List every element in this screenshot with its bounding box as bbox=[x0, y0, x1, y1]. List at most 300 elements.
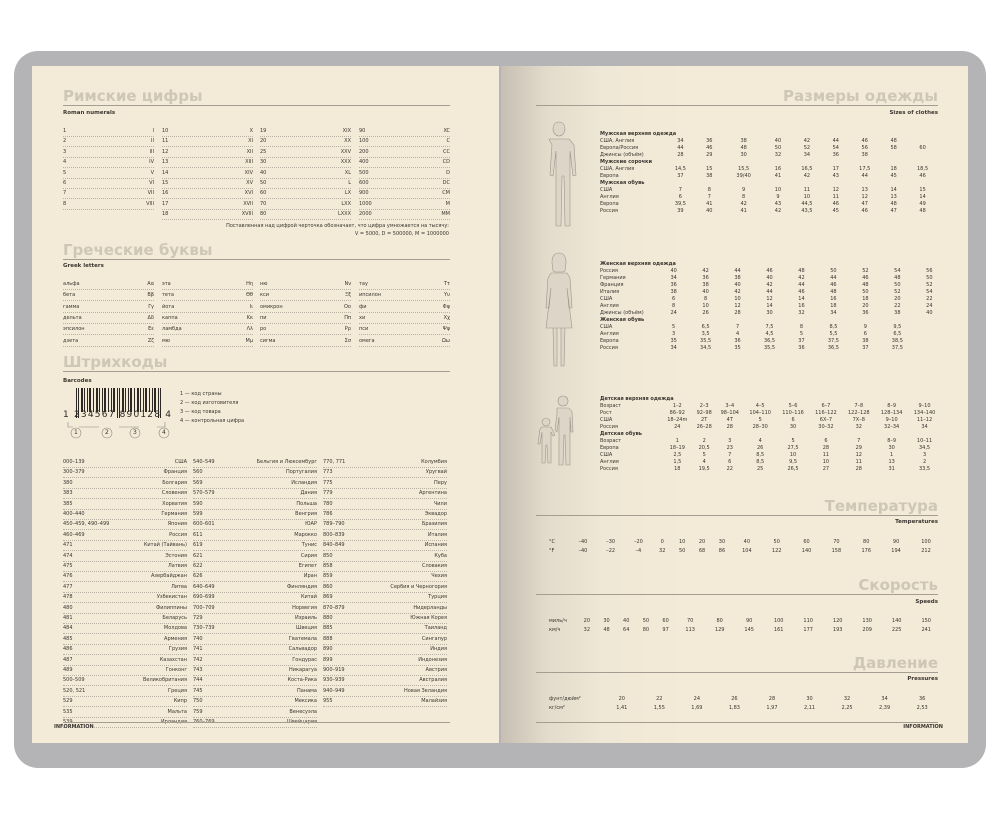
clothes-subtitle: Sizes of clothes bbox=[889, 110, 938, 116]
women-size-row-cell: 40 bbox=[702, 289, 709, 295]
barcode-row-value: Исландия bbox=[291, 479, 317, 486]
men-size-row-cell: 45 bbox=[832, 208, 839, 214]
women-size-row bbox=[600, 317, 941, 324]
pressure-row-cell: 34 bbox=[881, 696, 888, 702]
men-size-row-cell: 15,5 bbox=[738, 166, 750, 172]
greek-row-key: каппа bbox=[162, 314, 178, 321]
women-size-row bbox=[600, 268, 941, 275]
barcode-sample bbox=[63, 386, 173, 442]
pressure-row-cell: кг/см² bbox=[549, 705, 565, 711]
temperature-row-cell: 104 bbox=[742, 548, 752, 554]
barcode-row-key: 460–469 bbox=[63, 531, 85, 538]
barcode-row-value: Болгария bbox=[162, 479, 187, 486]
temperature-row-cell: 20 bbox=[698, 539, 706, 545]
barcode-row-key: 900–919 bbox=[323, 667, 345, 673]
temperature-row-cell: 140 bbox=[801, 548, 812, 554]
women-size-row-cell: 42 bbox=[734, 289, 741, 295]
barcode-row bbox=[193, 562, 317, 572]
barcode-row-value: Колумбия bbox=[421, 459, 447, 465]
women-size-row-cell: 37 bbox=[862, 345, 869, 351]
greek-row-key: сигма bbox=[260, 337, 276, 344]
barcode-row bbox=[193, 520, 317, 530]
greek-row bbox=[162, 303, 253, 313]
barcode-row bbox=[323, 593, 447, 603]
roman-row-value: XIX bbox=[342, 128, 351, 134]
speed-table bbox=[549, 617, 941, 635]
barcode-row-key: 860 bbox=[323, 583, 333, 590]
men-size-row-cell: Россия bbox=[600, 208, 618, 214]
men-size-row-cell: 40 bbox=[774, 138, 782, 144]
kids-size-row-cell: 8–9 bbox=[887, 403, 897, 409]
men-size-row-cell: 48 bbox=[740, 145, 747, 151]
kids-size-row-cell: 2–3 bbox=[699, 403, 709, 409]
speed-row-cell: 40 bbox=[623, 618, 630, 624]
men-size-row-cell: 46 bbox=[861, 208, 868, 214]
kids-size-row bbox=[600, 459, 941, 466]
barcode-row-key: 385 bbox=[63, 500, 73, 507]
barcode-row-value: США bbox=[174, 459, 187, 465]
greek-row-key: йота bbox=[162, 303, 175, 310]
women-size-row-cell: 40 bbox=[926, 310, 933, 316]
roman-row-value: CD bbox=[442, 159, 450, 166]
barcode-row-value: Сербия и Черногория bbox=[390, 583, 447, 590]
women-size-row-cell: 38 bbox=[702, 282, 709, 288]
greek-row-key: ню bbox=[260, 281, 268, 287]
greek-row-value: Ωω bbox=[441, 337, 450, 344]
women-size-row-cell: 12 bbox=[766, 296, 773, 302]
men-size-row-heading: Мужские сорочки bbox=[600, 159, 652, 165]
roman-row-value: XC bbox=[443, 128, 450, 134]
greek-row-value: Γγ bbox=[148, 303, 154, 310]
kids-size-row-cell: 1 bbox=[890, 452, 894, 458]
barcode-row bbox=[63, 562, 187, 572]
pressure-row-cell: 28 bbox=[768, 696, 776, 702]
speed-row-cell: 20 bbox=[583, 618, 591, 624]
greek-row-key: мю bbox=[162, 337, 170, 344]
speed-row-cell: 145 bbox=[744, 627, 754, 633]
barcode-row-value: Эквадор bbox=[424, 511, 447, 517]
barcode-row-value: Гонконг bbox=[165, 667, 187, 673]
women-size-row-cell: 50 bbox=[830, 268, 837, 274]
greek-row-value: Ππ bbox=[344, 314, 351, 321]
barcode-row bbox=[63, 604, 187, 614]
women-size-row-cell: 20 bbox=[894, 296, 901, 302]
barcode-row-value: Египет bbox=[298, 563, 317, 569]
barcode-row-key: 619 bbox=[193, 542, 203, 549]
men-size-row bbox=[600, 194, 941, 201]
temperature-row-cell: 86 bbox=[718, 548, 726, 554]
barcode-row bbox=[193, 552, 317, 562]
woman-silhouette-icon bbox=[541, 251, 577, 369]
roman-row bbox=[162, 148, 253, 158]
speed-row-cell: 209 bbox=[862, 627, 872, 633]
barcode-row bbox=[63, 624, 187, 634]
roman-row-key: 3 bbox=[63, 148, 67, 155]
men-size-row-cell: 44,5 bbox=[801, 201, 813, 207]
men-size-row bbox=[600, 138, 941, 145]
women-size-row-cell: 54 bbox=[894, 268, 901, 274]
barcode-row-key: 489 bbox=[63, 667, 73, 673]
barcode-row-value: Турция bbox=[428, 594, 447, 601]
women-size-row-cell: 8,5 bbox=[829, 324, 838, 330]
barcode-row-value: Польша bbox=[296, 500, 317, 507]
barcode-row bbox=[63, 479, 187, 489]
pressure-row-cell: 32 bbox=[843, 696, 851, 702]
roman-row-value: XV bbox=[246, 180, 253, 186]
roman-row-value: VII bbox=[147, 190, 154, 197]
women-size-row-cell: 44 bbox=[798, 282, 805, 288]
barcode-row-value: Тунис bbox=[301, 542, 317, 549]
barcode-row-key: 869 bbox=[323, 594, 333, 601]
barcode-row-key: 789–790 bbox=[323, 521, 345, 528]
greek-row-value: Ξξ bbox=[345, 292, 351, 299]
barcode-row-value: Китай (Тайвань) bbox=[143, 542, 187, 549]
men-size-row bbox=[600, 173, 941, 180]
men-size-row-cell: 41 bbox=[774, 173, 782, 179]
barcode-row-key: 690–699 bbox=[193, 594, 215, 601]
men-size-row-cell: 39,5 bbox=[674, 201, 686, 207]
women-size-row bbox=[600, 331, 941, 338]
men-size-row-cell: 9 bbox=[742, 187, 746, 193]
barcode-row-key: 570–579 bbox=[193, 490, 215, 497]
temperature-row-cell: °F bbox=[549, 548, 555, 554]
men-size-row-cell: 7 bbox=[707, 194, 711, 200]
men-size-row-cell: 12 bbox=[861, 194, 868, 200]
barcode-row-key: 750 bbox=[193, 698, 203, 705]
greek-row-key: тау bbox=[359, 281, 368, 287]
barcode-row-value: Малайзия bbox=[421, 698, 447, 705]
men-size-row-cell: 40 bbox=[706, 208, 713, 214]
men-size-row-cell: 14 bbox=[919, 194, 926, 200]
kids-size-row bbox=[600, 438, 941, 445]
roman-row-value: CM bbox=[442, 190, 450, 197]
kids-size-row-cell: 26 bbox=[757, 445, 764, 451]
speed-row-cell: 50 bbox=[642, 618, 650, 624]
greek-row-key: пси bbox=[359, 326, 369, 333]
greek-row bbox=[260, 314, 351, 324]
barcode-row-value: Марокко bbox=[294, 531, 317, 538]
roman-row bbox=[260, 169, 351, 179]
barcode-legend-item: 4 — контрольная цифра bbox=[180, 418, 245, 424]
barcode-row bbox=[193, 676, 317, 686]
roman-row-value: XVI bbox=[244, 190, 253, 197]
speed-row-cell: 80 bbox=[716, 618, 723, 624]
roman-row-value: DC bbox=[442, 180, 450, 186]
greek-row bbox=[260, 325, 351, 335]
women-size-row-cell: 36 bbox=[734, 338, 741, 344]
kids-size-row-cell: 3–4 bbox=[725, 403, 735, 409]
barcode-row-key: 477 bbox=[63, 583, 73, 590]
barcode-row-key: 786 bbox=[323, 511, 333, 517]
men-size-row-cell: США, Англия bbox=[600, 166, 635, 172]
barcode-row-value: Аргентина bbox=[418, 490, 447, 497]
barcode-row-value: Испания bbox=[424, 542, 447, 549]
women-size-row-cell: 50 bbox=[926, 275, 933, 281]
women-size-row-cell: 52 bbox=[926, 282, 933, 288]
women-size-row-cell: 18 bbox=[830, 303, 837, 309]
roman-row bbox=[63, 179, 154, 189]
barcode-row-value: Южная Корея bbox=[410, 615, 447, 621]
women-size-row-cell: 37 bbox=[798, 338, 805, 344]
barcode-legend-item: 1 — код страны bbox=[180, 391, 222, 397]
women-size-row bbox=[600, 275, 941, 282]
women-size-row-cell: 36 bbox=[798, 345, 805, 351]
men-size-row bbox=[600, 145, 941, 152]
roman-note bbox=[226, 222, 449, 238]
kids-size-row-cell: 6–7 bbox=[821, 403, 831, 409]
temperature-row-cell: 30 bbox=[718, 539, 726, 545]
barcode-row bbox=[323, 562, 447, 572]
barcode-row-value: Казахстан bbox=[159, 656, 187, 663]
roman-row bbox=[63, 169, 154, 179]
barcode-row bbox=[323, 583, 447, 593]
roman-row bbox=[260, 200, 351, 210]
greek-row bbox=[63, 280, 154, 290]
temperature-row-cell: 70 bbox=[833, 539, 840, 545]
women-size-row-cell: 22 bbox=[926, 296, 933, 302]
barcode-row bbox=[63, 510, 187, 520]
barcode-row-key: 770, 771 bbox=[323, 459, 346, 465]
speed-row-cell: 150 bbox=[921, 618, 931, 624]
men-size-row-cell: 46 bbox=[832, 201, 839, 207]
kids-size-row-heading: Детская обувь bbox=[600, 431, 642, 437]
roman-row-key: 100 bbox=[359, 138, 369, 145]
men-size-row-cell: 36 bbox=[832, 152, 839, 158]
greek-row bbox=[162, 314, 253, 324]
kids-size-row-cell: 10 bbox=[789, 452, 797, 458]
roman-row-value: XVII bbox=[243, 200, 253, 207]
barcode-row bbox=[193, 666, 317, 676]
kids-size-row-cell: Россия bbox=[600, 466, 618, 472]
kids-size-row-cell: 11 bbox=[822, 452, 830, 458]
women-size-row-cell: 40 bbox=[734, 282, 741, 288]
temperature-row-cell: 158 bbox=[831, 548, 842, 554]
roman-row-key: 14 bbox=[162, 169, 169, 176]
women-size-row bbox=[600, 282, 941, 289]
men-size-row-cell: 52 bbox=[803, 145, 811, 151]
speed-row-cell: 90 bbox=[746, 618, 753, 624]
barcode-digits: 1 234567 890128 4 bbox=[63, 410, 173, 420]
barcode-row-value: Швейцария bbox=[286, 719, 317, 725]
greek-row bbox=[63, 303, 154, 313]
temperature-subtitle: Temperatures bbox=[895, 519, 938, 525]
kids-size-row-cell: 27 bbox=[822, 466, 830, 472]
greek-row-value: Λλ bbox=[246, 326, 253, 333]
men-size-row-cell: 39/40 bbox=[736, 173, 751, 179]
women-size-row-cell: 37,5 bbox=[891, 345, 903, 351]
roman-row-value: MM bbox=[441, 211, 450, 218]
barcode-row bbox=[193, 604, 317, 614]
barcode-row-value: Азербайджан bbox=[150, 573, 187, 580]
men-size-row-cell: 41 bbox=[740, 208, 747, 214]
women-size-row-cell: 46 bbox=[798, 289, 805, 295]
barcode-row-value: Бразилия bbox=[421, 521, 447, 528]
roman-row-key: 16 bbox=[162, 190, 169, 197]
barcode-row-key: 930–939 bbox=[323, 677, 345, 684]
barcode-row-value: Россия bbox=[169, 531, 187, 538]
kids-size-row-cell: Европа bbox=[600, 445, 619, 451]
barcode-row-value: Куба bbox=[434, 552, 447, 559]
roman-row bbox=[359, 137, 450, 147]
barcode-row-key: 780 bbox=[323, 500, 333, 507]
pressure-table bbox=[549, 695, 941, 713]
kids-size-row-cell: 8–9 bbox=[887, 438, 897, 444]
kids-size-row-cell: 3 bbox=[922, 452, 927, 458]
roman-row-value: XIV bbox=[244, 169, 253, 176]
barcode-row bbox=[323, 614, 447, 624]
barcode-mark-3: 3 bbox=[133, 429, 137, 436]
roman-row-value: LX bbox=[344, 190, 351, 197]
pressure-row bbox=[549, 695, 941, 704]
roman-row-value: VI bbox=[149, 180, 154, 186]
pressure-row-cell: 30 bbox=[806, 696, 813, 702]
barcode-row-key: 500–509 bbox=[63, 677, 85, 684]
barcode-row-key: 590 bbox=[193, 500, 203, 507]
women-size-row-cell: 38,5 bbox=[891, 338, 903, 344]
pressure-row bbox=[549, 704, 941, 713]
barcode-row bbox=[193, 489, 317, 499]
barcode-row-key: 487 bbox=[63, 656, 73, 663]
temperature-row-cell: 32 bbox=[659, 548, 666, 554]
roman-row-value: D bbox=[446, 169, 450, 176]
barcode-row-key: 890 bbox=[323, 646, 333, 653]
barcode-row-value: Израиль bbox=[294, 615, 317, 621]
pressure-row-cell: 1,55 bbox=[653, 705, 665, 711]
barcode-row bbox=[323, 468, 447, 478]
pressure-row-cell: 2,39 bbox=[879, 705, 891, 711]
roman-row-key: 900 bbox=[359, 190, 369, 197]
greek-row bbox=[260, 337, 351, 347]
men-size-row-cell: 39 bbox=[677, 208, 684, 214]
barcode-legend-item: 2 — код изготовителя bbox=[180, 400, 239, 406]
greek-row bbox=[63, 291, 154, 301]
speed-row-cell: 110 bbox=[803, 618, 813, 624]
barcode-row bbox=[323, 572, 447, 582]
barcode-row-key: 000–139 bbox=[63, 459, 85, 465]
barcode-row bbox=[323, 520, 447, 530]
barcode-row-value: Гватемала bbox=[288, 635, 317, 642]
speed-row-cell: 140 bbox=[891, 618, 902, 624]
speed-row-cell: 60 bbox=[662, 618, 669, 624]
kids-size-row-cell: 10–11 bbox=[916, 438, 933, 444]
footer-left: INFORMATION bbox=[54, 724, 94, 730]
women-size-row-cell: 44 bbox=[766, 289, 773, 295]
kids-size-row-cell: 31 bbox=[888, 466, 895, 472]
temperature-row bbox=[549, 547, 941, 556]
roman-row-key: 19 bbox=[260, 128, 267, 134]
temperature-row-cell: 40 bbox=[743, 539, 751, 545]
barcode-row-key: 478 bbox=[63, 594, 73, 601]
speed-row-cell: 100 bbox=[773, 618, 784, 624]
barcode-row bbox=[63, 458, 187, 468]
barcode-row-key: 940–949 bbox=[323, 687, 345, 694]
kids-size-row-cell: 23 bbox=[726, 445, 733, 451]
greek-row bbox=[162, 337, 253, 347]
barcode-row-key: 745 bbox=[193, 687, 203, 694]
barcode-row bbox=[193, 479, 317, 489]
greek-row-key: ламбда bbox=[162, 326, 182, 333]
barcode-row-value: Венесуэла bbox=[289, 708, 317, 715]
kids-size-row-cell: 4 bbox=[702, 459, 706, 465]
barcode-row-key: 300–379 bbox=[63, 469, 85, 476]
roman-row-key: 500 bbox=[359, 169, 369, 176]
men-size-row-cell: 46 bbox=[919, 173, 926, 179]
roman-row-key: 80 bbox=[260, 211, 267, 218]
roman-row bbox=[260, 137, 351, 147]
roman-row-value: X bbox=[249, 128, 253, 134]
roman-row-key: 5 bbox=[63, 169, 67, 176]
greek-row bbox=[260, 291, 351, 301]
greek-row-value: Μμ bbox=[245, 337, 253, 344]
barcode-row bbox=[323, 500, 447, 510]
roman-row bbox=[63, 158, 154, 168]
women-size-row-cell: 5 bbox=[799, 331, 804, 337]
women-size-row-cell: 42 bbox=[798, 275, 805, 281]
kids-size-row-cell: 30 bbox=[789, 424, 797, 430]
roman-row bbox=[162, 127, 253, 137]
men-size-row-cell: 44 bbox=[677, 145, 684, 151]
kids-size-row-cell: США bbox=[600, 452, 613, 458]
men-size-row-cell: 44 bbox=[832, 138, 839, 144]
women-size-row-cell: 26 bbox=[702, 310, 709, 316]
greek-row bbox=[359, 291, 450, 301]
men-size-row-cell: Европа bbox=[600, 201, 619, 207]
kids-size-row-cell: 6 bbox=[728, 459, 732, 465]
barcode-row bbox=[193, 687, 317, 697]
women-size-row-cell: 35 bbox=[670, 338, 677, 344]
women-size-row-cell: 42 bbox=[766, 282, 773, 288]
kids-size-row-cell: 28 bbox=[855, 466, 862, 472]
barcode-row bbox=[323, 552, 447, 562]
women-size-row-cell: 35 bbox=[734, 345, 741, 351]
barcode-row bbox=[193, 645, 317, 655]
kids-size-row-cell: 18 bbox=[674, 466, 681, 472]
roman-row bbox=[162, 158, 253, 168]
barcode-row-value: Таиланд bbox=[424, 625, 447, 632]
roman-note-line2: V = 5000, D = 500000, M = 1000000 bbox=[354, 231, 449, 237]
kids-size-row bbox=[600, 424, 941, 431]
greek-row-key: гамма bbox=[63, 303, 80, 310]
men-size-row-cell: 15 bbox=[706, 166, 713, 172]
men-size-row-heading: Мужская верхняя одежда bbox=[600, 131, 677, 137]
kids-size-row-cell: 6 bbox=[824, 438, 828, 444]
greek-row-value: Υυ bbox=[444, 292, 450, 299]
barcode-row bbox=[193, 656, 317, 666]
women-size-row bbox=[600, 289, 941, 296]
barcode-row-value: Индонезия bbox=[418, 656, 447, 663]
barcode-row-value: Перу bbox=[434, 479, 447, 486]
speed-row-cell: 193 bbox=[832, 627, 843, 633]
kids-size-row bbox=[600, 417, 941, 424]
roman-row-key: 40 bbox=[260, 169, 267, 176]
kids-size-row-cell: 2,5 bbox=[673, 452, 682, 458]
roman-row-key: 4 bbox=[63, 159, 67, 166]
temperature-row-cell: 10 bbox=[678, 539, 686, 545]
roman-title: Римские цифры bbox=[63, 87, 203, 105]
kids-size-row-cell: 28 bbox=[726, 424, 733, 430]
women-size-row-cell: Россия bbox=[600, 268, 618, 274]
men-size-row-cell: 42 bbox=[803, 173, 811, 179]
kids-size-row-cell: Возраст bbox=[600, 403, 622, 409]
roman-row bbox=[162, 179, 253, 189]
women-size-row-cell: 38 bbox=[894, 310, 901, 316]
temperature-row-cell: 60 bbox=[803, 539, 810, 545]
women-size-row-cell: Англия bbox=[600, 303, 619, 309]
women-size-row-cell: Джинсы (объём) bbox=[600, 310, 644, 316]
women-size-row-cell: 36 bbox=[702, 275, 709, 281]
barcode-row bbox=[63, 489, 187, 499]
greek-row-key: тета bbox=[162, 292, 174, 299]
